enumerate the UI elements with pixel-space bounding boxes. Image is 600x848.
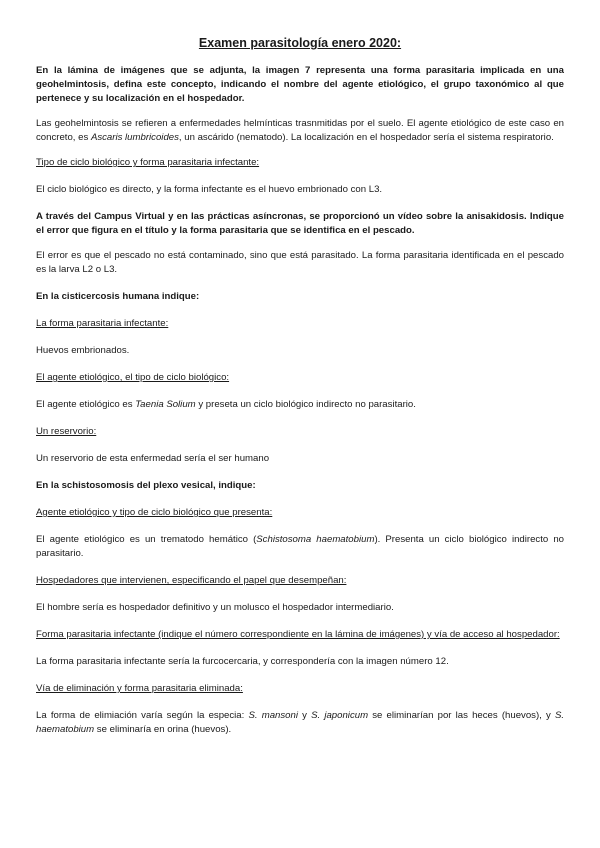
answer-text: La forma de elimiación varía según la especia: bbox=[36, 710, 249, 721]
species-name: S. japonicum bbox=[311, 710, 369, 721]
answer-hospedadores: El hombre sería es hospedador definitivo y un molusco el hospedador intermediario. bbox=[36, 602, 394, 613]
document-title: Examen parasitología enero 2020: bbox=[198, 36, 402, 50]
subheading-hospedadores: Hospedadores que intervienen, especificando el papel que desempeñan: bbox=[36, 575, 347, 586]
subheading-reservorio: Un reservorio: bbox=[36, 426, 97, 437]
species-name: Taenia Solium bbox=[135, 399, 196, 410]
subheading-ciclo: Tipo de ciclo biológico y forma parasitaria infectante: bbox=[36, 157, 260, 168]
species-name: Schistosoma haematobium bbox=[256, 534, 375, 545]
species-name: S. haematobium bbox=[36, 710, 565, 735]
subheading-agente-etiologico: El agente etiológico, el tipo de ciclo biológico: bbox=[36, 372, 230, 383]
answer-geohelmintosis bbox=[36, 117, 564, 145]
question-anisakidosis: A través del Campus Virtual y en las prácticas asíncronas, se proporcionó un vídeo sobre la anisakidosis. Indique el error que figura en el título y la forma parasitaria que se identifica en el pescado. bbox=[36, 211, 564, 236]
answer-text: El agente etiológico es un trematodo hemático ( bbox=[36, 534, 257, 545]
answer-text: y preseta un ciclo biológico indirecto no parasitario. bbox=[195, 399, 416, 410]
question-geohelmintosis: En la lámina de imágenes que se adjunta, la imagen 7 representa una forma parasitaria implicada en una geohelmintosis, defina este concepto, indicando el nombre del agente etiológico, el grupo taxonómico al que pertenece y su localización en el hospedador. bbox=[36, 65, 564, 104]
answer-reservorio: Un reservorio de esta enfermedad sería el ser humano bbox=[36, 453, 270, 464]
subheading-forma-via: Forma parasitaria infectante (indique el número correspondiente en la lámina de imágenes) y vía de acceso al hospedador: bbox=[36, 629, 560, 640]
subheading-forma-infectante: La forma parasitaria infectante: bbox=[36, 318, 169, 329]
answer-eliminacion bbox=[36, 709, 564, 737]
subheading-agente-ciclo: Agente etiológico y tipo de ciclo biológico que presenta: bbox=[36, 507, 273, 518]
answer-anisakidosis: El error es que el pescado no está contaminado, sino que está parasitado. La forma parasitaria identificada en el pescado es la larva L2 o L3. bbox=[36, 250, 564, 275]
answer-text: , un ascárido (nematodo). La localización en el hospedador sería el sistema respiratorio. bbox=[178, 132, 554, 143]
answer-text: ). Presenta un ciclo biológico indirecto no parasitario. bbox=[36, 534, 564, 559]
species-name: S. mansoni bbox=[248, 710, 298, 721]
answer-text: y bbox=[297, 710, 312, 721]
answer-text: se eliminarían por las heces (huevos), y bbox=[368, 710, 555, 721]
answer-ciclo: El ciclo biológico es directo, y la forma infectante es el huevo embrionado con L3. bbox=[36, 184, 383, 195]
answer-agente-etiologico bbox=[36, 398, 564, 412]
answer-agente-ciclo bbox=[36, 533, 564, 561]
question-schistosomosis: En la schistosomosis del plexo vesical, indique: bbox=[36, 480, 256, 491]
answer-forma-infectante: Huevos embrionados. bbox=[36, 345, 130, 356]
species-name: Ascaris lumbricoides bbox=[90, 132, 179, 143]
answer-text: se eliminaría en orina (huevos). bbox=[94, 724, 232, 735]
answer-text: Las geohelmintosis se refieren a enfermedades helmínticas trasnmitidas por el suelo. El agente etiológico de este caso en concreto, es bbox=[36, 118, 564, 143]
answer-text: El agente etiológico es bbox=[36, 399, 136, 410]
question-cisticercosis: En la cisticercosis humana indique: bbox=[36, 291, 200, 302]
answer-forma-via: La forma parasitaria infectante sería la furcocercaria, y correspondería con la imagen número 12. bbox=[36, 656, 449, 667]
subheading-eliminacion: Vía de eliminación y forma parasitaria eliminada: bbox=[36, 683, 243, 694]
